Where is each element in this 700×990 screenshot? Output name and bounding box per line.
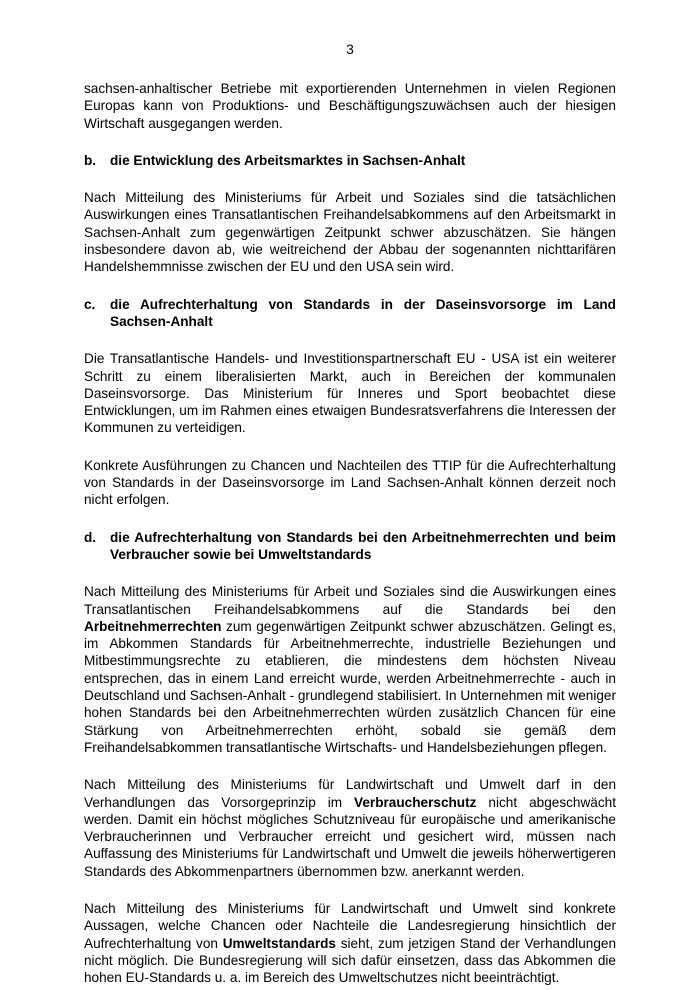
section-b-paragraph: Nach Mitteilung des Ministeriums für Arbeit und Soziales sind die tatsächlichen Auswirkungen eines Transatlantischen Freihandelsabkommens auf den Arbeitsmarkt in Sachsen-Anhalt zum gegenwärtigen Zeitpunkt schwer abzuschätzen. Sie hängen insbesondere davon ab, wie weitreichend der Abbau der sogenannten nichttarifären Handelshemmnisse zwischen der EU und den USA sein wird. xyxy=(84,190,616,275)
section-b-heading xyxy=(84,152,616,169)
intro-paragraph: sachsen-anhaltischer Betriebe mit exportierenden Unternehmen in vielen Regionen Europas kann von Produktions- und Beschäftigungszuwächsen auch der hiesigen Wirtschaft ausgegangen werden. xyxy=(84,81,616,131)
section-d-letter: d. xyxy=(84,529,97,545)
text-run: nicht abgeschwächt werden. Damit ein höchst mögliches Schutzniveau für europäische und amerikanische Verbraucherinnen und Verbraucher erreicht und gesichert wird, müssen nach Auffassung des Ministeriums für Landwirtschaft und Umwelt die jeweils höherwertigeren Standards des Abkommenpartners übernommen bzw. anerkannt werden. xyxy=(84,794,616,879)
section-b-title: die Entwicklung des Arbeitsmarktes in Sachsen-Anhalt xyxy=(110,152,466,168)
section-c-paragraph-2: Konkrete Ausführungen zu Chancen und Nachteilen des TTIP für die Aufrechterhaltung von Standards in der Daseinsvorsorge im Land Sachsen-Anhalt können derzeit noch nicht erfolgen. xyxy=(84,457,616,508)
text-run: zum gegenwärtigen Zeitpunkt schwer abzuschätzen. Gelingt es, im Abkommen Standards für Arbeitnehmerrechte, industrielle Beziehungen und Mitbestimmungsrechte zu etablieren, die mindestens dem höchsten Niveau entsprechen, das in einem Land erreicht wurde, werden Arbeitnehmerrechte - auch in Deutschland und Sachsen-Anhalt - grundlegend stabilisiert. In Unternehmen mit weniger hohen Standards bei den Arbeitnehmerrechten würden zusätzlich Chancen für eine Stärkung von Arbeitnehmerrechten erhöht, sobald sie gemäß dem Freihandelsabkommen transatlantische Wirtschafts- und Handelsbeziehungen pflegen. xyxy=(84,618,616,755)
section-c-heading xyxy=(84,296,616,331)
page-number: 3 xyxy=(346,42,354,57)
section-c-title: die Aufrechterhaltung von Standards in der Daseinsvorsorge im Land Sachsen-Anhalt xyxy=(110,296,616,329)
emphasis-arbeitnehmerrechte: Arbeitnehmerrechten xyxy=(84,618,222,634)
document-body xyxy=(84,80,616,986)
section-d-title: die Aufrechterhaltung von Standards bei den Arbeitnehmerrechten und beim Verbraucher sowie bei Umweltstandards xyxy=(110,529,616,562)
text-run: Nach Mitteilung des Ministeriums für Landwirtschaft und Umwelt darf in den Verhandlungen das Vorsorgeprinzip im xyxy=(84,777,616,810)
emphasis-verbraucherschutz: Verbraucherschutz xyxy=(354,794,477,810)
section-d-paragraph-2 xyxy=(84,776,616,880)
section-b-letter: b. xyxy=(84,152,97,168)
text-run: sieht, zum jetzigen Stand der Verhandlungen nicht möglich. Die Bundesregierung will sich dafür einsetzen, dass das Abkommen die hohen EU-Standards u. a. im Bereich des Umweltschutzes nicht beeinträchtigt. xyxy=(84,935,617,986)
emphasis-umweltstandards: Umweltstandards xyxy=(222,935,336,951)
section-d-heading xyxy=(84,529,616,564)
section-d-paragraph-3 xyxy=(84,900,616,986)
text-run: Nach Mitteilung des Ministeriums für Landwirtschaft und Umwelt sind konkrete Aussagen, welche Chancen oder Nachteile die Landesregierung hinsichtlich der Aufrechterhaltung von xyxy=(84,900,616,951)
section-c-paragraph-1: Die Transatlantische Handels- und Investitionspartnerschaft EU - USA ist ein weiterer Schritt zu einem liberalisierten Markt, auch in Bereichen der kommunalen Daseinsvorsorge. Das Ministerium für Inneres und Sport beobachtet diese Entwicklungen, um im Rahmen eines etwaigen Bundesratsverfahrens die Interessen der Kommunen zu verteidigen. xyxy=(84,351,616,436)
text-run: Nach Mitteilung des Ministeriums für Arbeit und Soziales sind die Auswirkungen eines Transatlantischen Freihandelsabkommens auf die Standards bei den xyxy=(84,584,616,617)
section-c-letter: c. xyxy=(84,296,96,312)
section-d-paragraph-1 xyxy=(84,583,616,756)
